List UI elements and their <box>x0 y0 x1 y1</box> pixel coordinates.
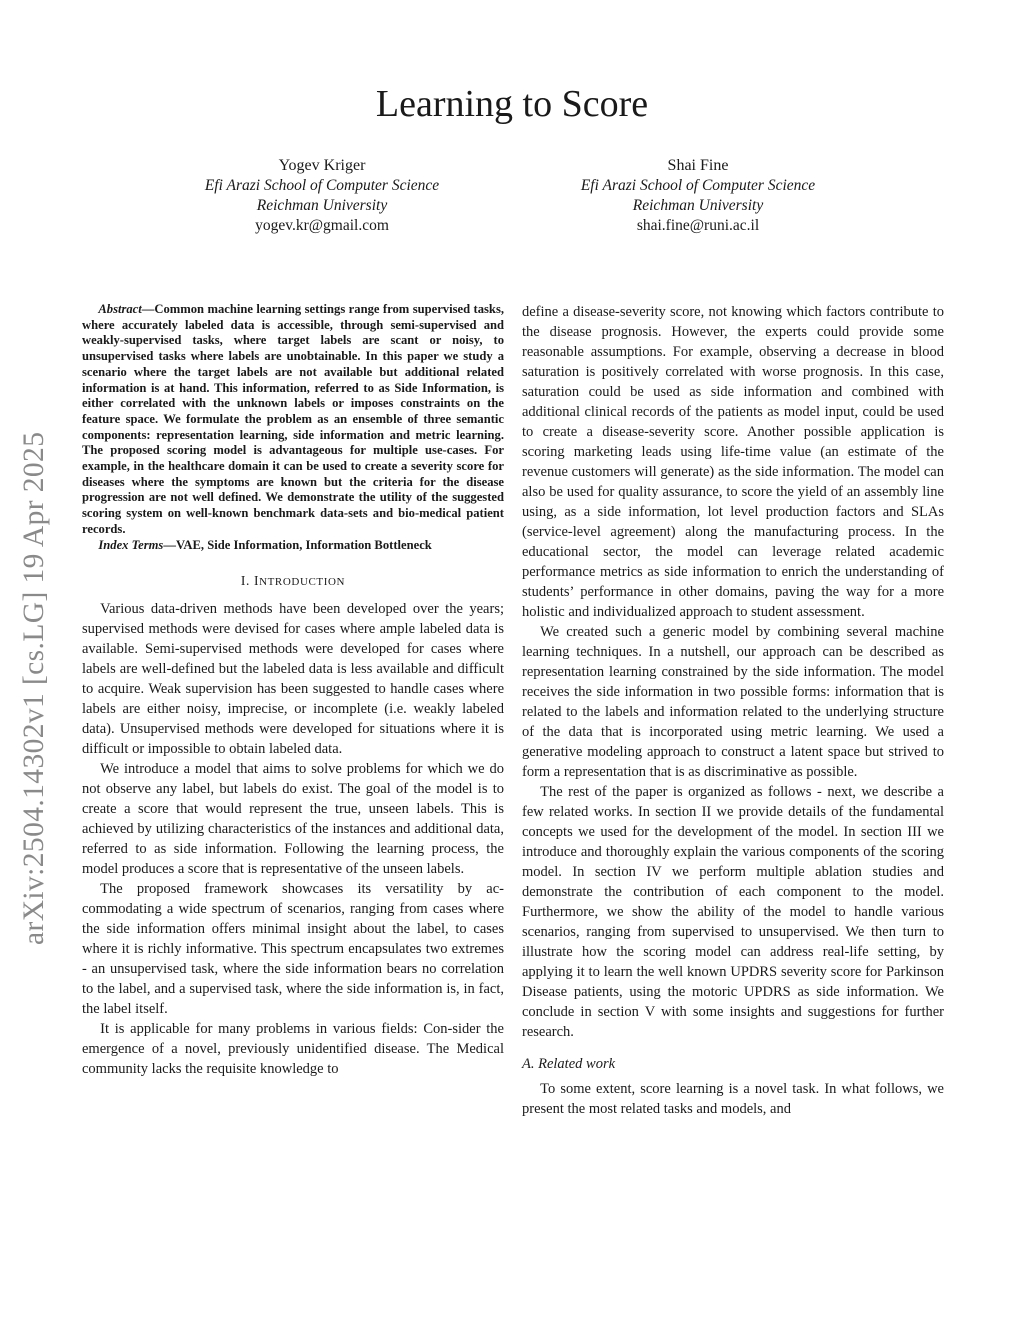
section-number: I. <box>240 573 250 589</box>
abstract-text: Common machine learning settings range from supervised tasks, where accurately labeled data is accessible, through semi-supervised and weakly-supervised tasks, where target labels are scant or noisy, to unsupervised tasks where labels are unobtainable. In this paper we study a scenario where the target labels are not available but additional related information is at hand. This information, referred to as Side Information, is either correlated with the unknown labels or imposes constraints on the feature space. We formulate the problem as an ensemble of three semantic components: representation learning, side information and metric learning. The proposed scoring model is advantageous for multiple use-cases. For example, in the healthcare domain it can be used to create a severity score for diseases where the symptoms are known but the criteria for the disease progression are not well defined. We demonstrate the utility of the suggested scoring system on well-known benchmark data-sets and bio-medical patient records. <box>82 302 504 536</box>
section-heading-introduction <box>82 573 504 589</box>
author-block <box>132 156 512 236</box>
abstract-label: Abstract <box>98 302 142 316</box>
intro-paragraph-4-continued: define a disease-severity score, not knowing which factors contribute to the disease prognosis. However, the experts could provide some reasonable assumptions. For example, observing a decrease in blood saturation is positively correlated with worse prognosis. In this case, saturation could be used as side information and combined with additional clinical records of the patients as model input, could be used to create a disease-severity score. Another possible application is scoring marketing leads using life-time value (an estimate of the revenue customers will generate) as the side information. The model can also be used for quality assurance, to score the yield of an assembly line using, as a side information, lot level production factors and SLAs (service-level agreement) along the manufacturing process. In the educational sector, the model can leverage related academic performance metrics as side information to enrich the understanding of students’ performance in other domains, paving the way for a more holistic and individualized approach to student assessment. <box>522 304 944 620</box>
index-terms <box>82 538 504 554</box>
author-email: yogev.kr@gmail.com <box>255 217 389 234</box>
arxiv-identifier-stamp: arXiv:2504.14302v1 [cs.LG] 19 Apr 2025 <box>18 431 50 945</box>
intro-paragraph-3: The proposed framework showcases its versatility by ac-commodating a wide spectrum of scenarios, ranging from cases where the side information offers minimal insight about the label, to cases where it is richly informative. This spectrum encapsulates two extremes - an unsupervised task, where the side information bears no correlation to the label, and a supervised task, where the side information is, in fact, the label itself. <box>82 881 504 1018</box>
intro-paragraph-6: The rest of the paper is organized as follows - next, we describe a few related works. In section II we provide details of the fundamental concepts we used for the development of the model. In section III we introduce and thoroughly explain the various components of the scoring model. In section IV we perform multiple ablation studies and demonstrate the contribution of each component to the model. Furthermore, we show the ability of the model to handle various scenarios, ranging from supervised to unsupervised. We then turn to illustrate how the scoring model can address real-life setting, by applying it to learn the well known UPDRS severity score for Parkinson Disease patients, using the motoric UPDRS as side information. We conclude in section V with some insights and suggestions for further research. <box>522 784 944 1040</box>
author-name: Shai Fine <box>667 157 729 174</box>
author-university: Reichman University <box>256 197 388 214</box>
author-affiliation: Efi Arazi School of Computer Science <box>580 177 816 194</box>
section-title-rest: NTRODUCTION <box>259 576 346 589</box>
abstract-dash: — <box>141 302 155 316</box>
section-title-initial: I <box>253 573 260 589</box>
index-terms-dash: — <box>163 537 176 552</box>
right-column <box>522 302 944 1119</box>
index-terms-label: Index Terms <box>98 537 164 552</box>
author-email: shai.fine@runi.ac.il <box>636 217 760 234</box>
abstract <box>82 302 504 538</box>
author-name: Yogev Kriger <box>278 157 366 174</box>
intro-paragraph-1: Various data-driven methods have been developed over the years; supervised methods were devised for cases where ample labeled data is available. Semi-supervised methods were developed for cases where labels are well-defined but the labeled data is less available and difficult to acquire. Weak supervision has been suggested to handle cases where labels are either noisy, imprecise, or incomplete (i.e. weakly labeled data). Unsupervised methods were developed for situations where it is difficult or impossible to obtain labeled data. <box>82 601 504 758</box>
paper-title: Learning to Score <box>375 83 649 125</box>
intro-paragraph-2: We introduce a model that aims to solve problems for which we do not observe any label, but labels do exist. The goal of the model is to create a score that would represent the true, unseen labels. This is achieved by utilizing characteristics of the instances and additional data, referred to as side information. Following the learning process, the model produces a score that is representative of the unseen labels. <box>82 761 504 878</box>
intro-paragraph-4: It is applicable for many problems in various fields: Con-sider the emergence of a novel, previously unidentified disease. The Medical community lacks the requisite knowledge to <box>82 1021 504 1078</box>
author-affiliation: Efi Arazi School of Computer Science <box>204 177 440 194</box>
intro-paragraph-5: We created such a generic model by combining several machine learning techniques. In a nutshell, our approach can be described as representation learning constrained by the side information. The model receives the side information in two possible forms: information that is related to the labels and information related to the underlying structure of the data that is incorporated using metric learning. We used a generative modeling approach to construct a latent space but strived to form a representation that is as discriminative as possible. <box>522 624 944 780</box>
author-block <box>508 156 888 236</box>
related-work-paragraph: To some extent, score learning is a novel task. In what follows, we present the most related tasks and models, and <box>522 1081 944 1117</box>
index-terms-text: VAE, Side Information, Information Bottleneck <box>175 537 432 552</box>
left-column <box>82 302 504 1079</box>
subsection-heading-related-work: A. Related work <box>522 1056 616 1072</box>
author-university: Reichman University <box>632 197 764 214</box>
